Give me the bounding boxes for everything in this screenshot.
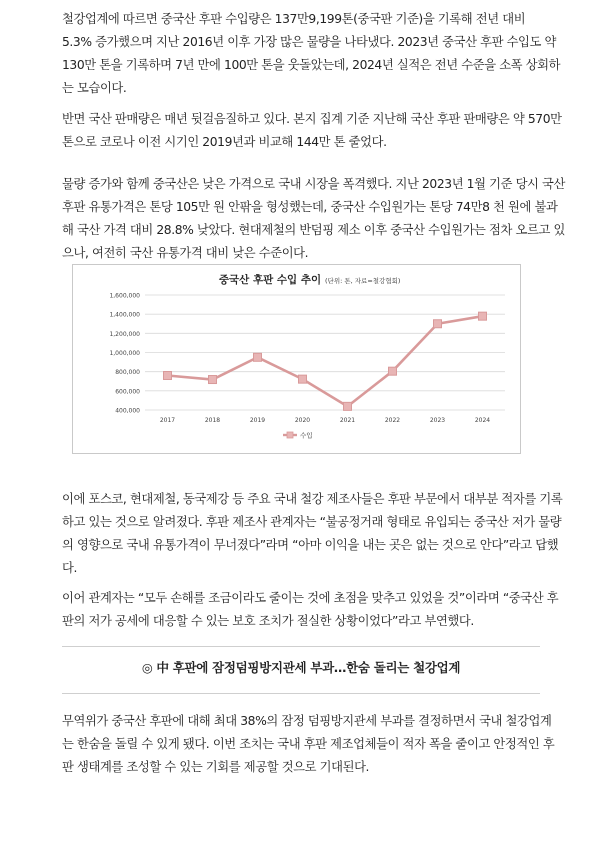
text-line: 판의 저가 공세에 대응할 수 있는 보호 조치가 절실한 상황이었다”라고 부연했다. — [62, 614, 474, 628]
data-point — [344, 402, 352, 410]
y-tick-label: 400,000 — [115, 407, 140, 415]
paragraph-official-quote — [62, 587, 559, 633]
data-point — [389, 367, 397, 375]
data-point — [299, 375, 307, 383]
text-line: 다. — [62, 561, 77, 575]
legend-marker — [287, 432, 293, 438]
text-line: 으나, 여전히 국산 유통가격 대비 낮은 수준이다. — [62, 246, 309, 260]
x-tick-label: 2021 — [339, 417, 356, 424]
data-point — [254, 353, 262, 361]
paragraph-manufacturer-losses — [62, 488, 563, 580]
section-heading: ◎ 中 후판에 잠정덤핑방지관세 부과…한숨 돌리는 철강업계 — [141, 660, 461, 675]
data-point — [164, 372, 172, 380]
section-divider-bottom — [62, 693, 540, 694]
y-tick-label: 1,200,000 — [109, 330, 140, 338]
x-tick-label: 2020 — [294, 417, 311, 424]
text-line: 의 영향으로 국내 유통가격이 무너졌다”라며 “아마 이익을 내는 곳은 없는 것으로 안다”라고 답했 — [62, 538, 559, 552]
text-line: 철강업계에 따르면 중국산 후판 수입량은 137만9,199톤(중국판 기준)을 기록해 전년 대비 — [62, 12, 526, 26]
text-line: 이에 포스코, 현대제철, 동국제강 등 주요 국내 철강 제조사들은 후판 부문에서 대부분 적자를 기록 — [62, 492, 563, 506]
y-tick-label: 1,400,000 — [109, 311, 140, 319]
text-line: 물량 증가와 함께 중국산은 낮은 가격으로 국내 시장을 폭격했다. 지난 2023년 1월 기준 당시 국산 — [62, 177, 565, 191]
data-point — [479, 312, 487, 320]
data-point — [209, 376, 217, 384]
y-tick-label: 600,000 — [115, 388, 140, 396]
series-line-수입 — [168, 316, 483, 406]
text-line: 무역위가 중국산 후판에 대해 최대 38%의 잠정 덤핑방지관세 부과를 결정하면서 국내 철강업계 — [62, 714, 552, 728]
chart-title: 중국산 후판 수입 추이 — [218, 274, 322, 286]
text-line: 판 생태계를 조성할 수 있는 기회를 제공할 것으로 기대된다. — [62, 760, 370, 774]
x-tick-label: 2018 — [204, 417, 221, 424]
y-tick-label: 1,600,000 — [109, 292, 140, 300]
text-line: 해 국산 가격 대비 28.8% 낮았다. 현대제철의 반덤핑 제소 이후 중국산 수입원가는 점차 오르고 있 — [62, 223, 565, 237]
import-trend-chart — [72, 264, 521, 454]
x-tick-label: 2023 — [429, 417, 446, 424]
text-line: 5.3% 증가했으며 지난 2016년 이후 가장 많은 물량을 나타냈다. 2023년 중국산 후판 수입도 약 — [62, 35, 556, 49]
x-tick-label: 2024 — [474, 417, 491, 424]
text-line: 이어 관계자는 “모두 손해를 조금이라도 줄이는 것에 초점을 맞추고 있었을 것”이라며 “중국산 후 — [62, 591, 559, 605]
paragraph-import-volume — [62, 8, 561, 100]
data-point — [434, 320, 442, 328]
paragraph-domestic-sales — [62, 108, 562, 154]
text-line: 130만 톤을 기록하며 7년 만에 100만 톤을 웃돌았는데, 2024년 실적은 전년 수준을 소폭 상회하 — [62, 58, 561, 72]
text-line: 는 한숨을 돌릴 수 있게 됐다. 이번 조치는 국내 후판 제조업체들이 적자 폭을 줄이고 안정적인 후 — [62, 737, 555, 751]
text-line: 반면 국산 판매량은 매년 뒷걸음질하고 있다. 본지 집계 기준 지난해 국산 후판 판매량은 약 570만 — [62, 112, 562, 126]
text-line: 톤으로 코로나 이전 시기인 2019년과 비교해 144만 톤 줄었다. — [62, 135, 387, 149]
text-line: 하고 있는 것으로 알려졌다. 후판 제조사 관계자는 “불공정거래 형태로 유입되는 중국산 저가 물량 — [62, 515, 562, 529]
x-tick-label: 2019 — [249, 417, 266, 424]
text-line: 는 모습이다. — [62, 81, 127, 95]
chart-subtitle: (단위: 톤, 자료=철강협회) — [325, 277, 401, 285]
paragraph-antidumping-duty — [62, 710, 555, 779]
y-tick-label: 1,000,000 — [109, 350, 140, 357]
x-tick-label: 2017 — [159, 417, 176, 424]
y-tick-label: 800,000 — [115, 369, 140, 377]
paragraph-pricing — [62, 173, 565, 265]
section-divider-top — [62, 646, 540, 647]
text-line: 후판 유통가격은 톤당 105만 원 안팎을 형성했는데, 중국산 수입원가는 톤당 74만8 천 원에 불과 — [62, 200, 558, 214]
chart-svg — [73, 265, 520, 453]
legend-label: 수입 — [300, 431, 313, 440]
x-tick-label: 2022 — [384, 417, 401, 424]
